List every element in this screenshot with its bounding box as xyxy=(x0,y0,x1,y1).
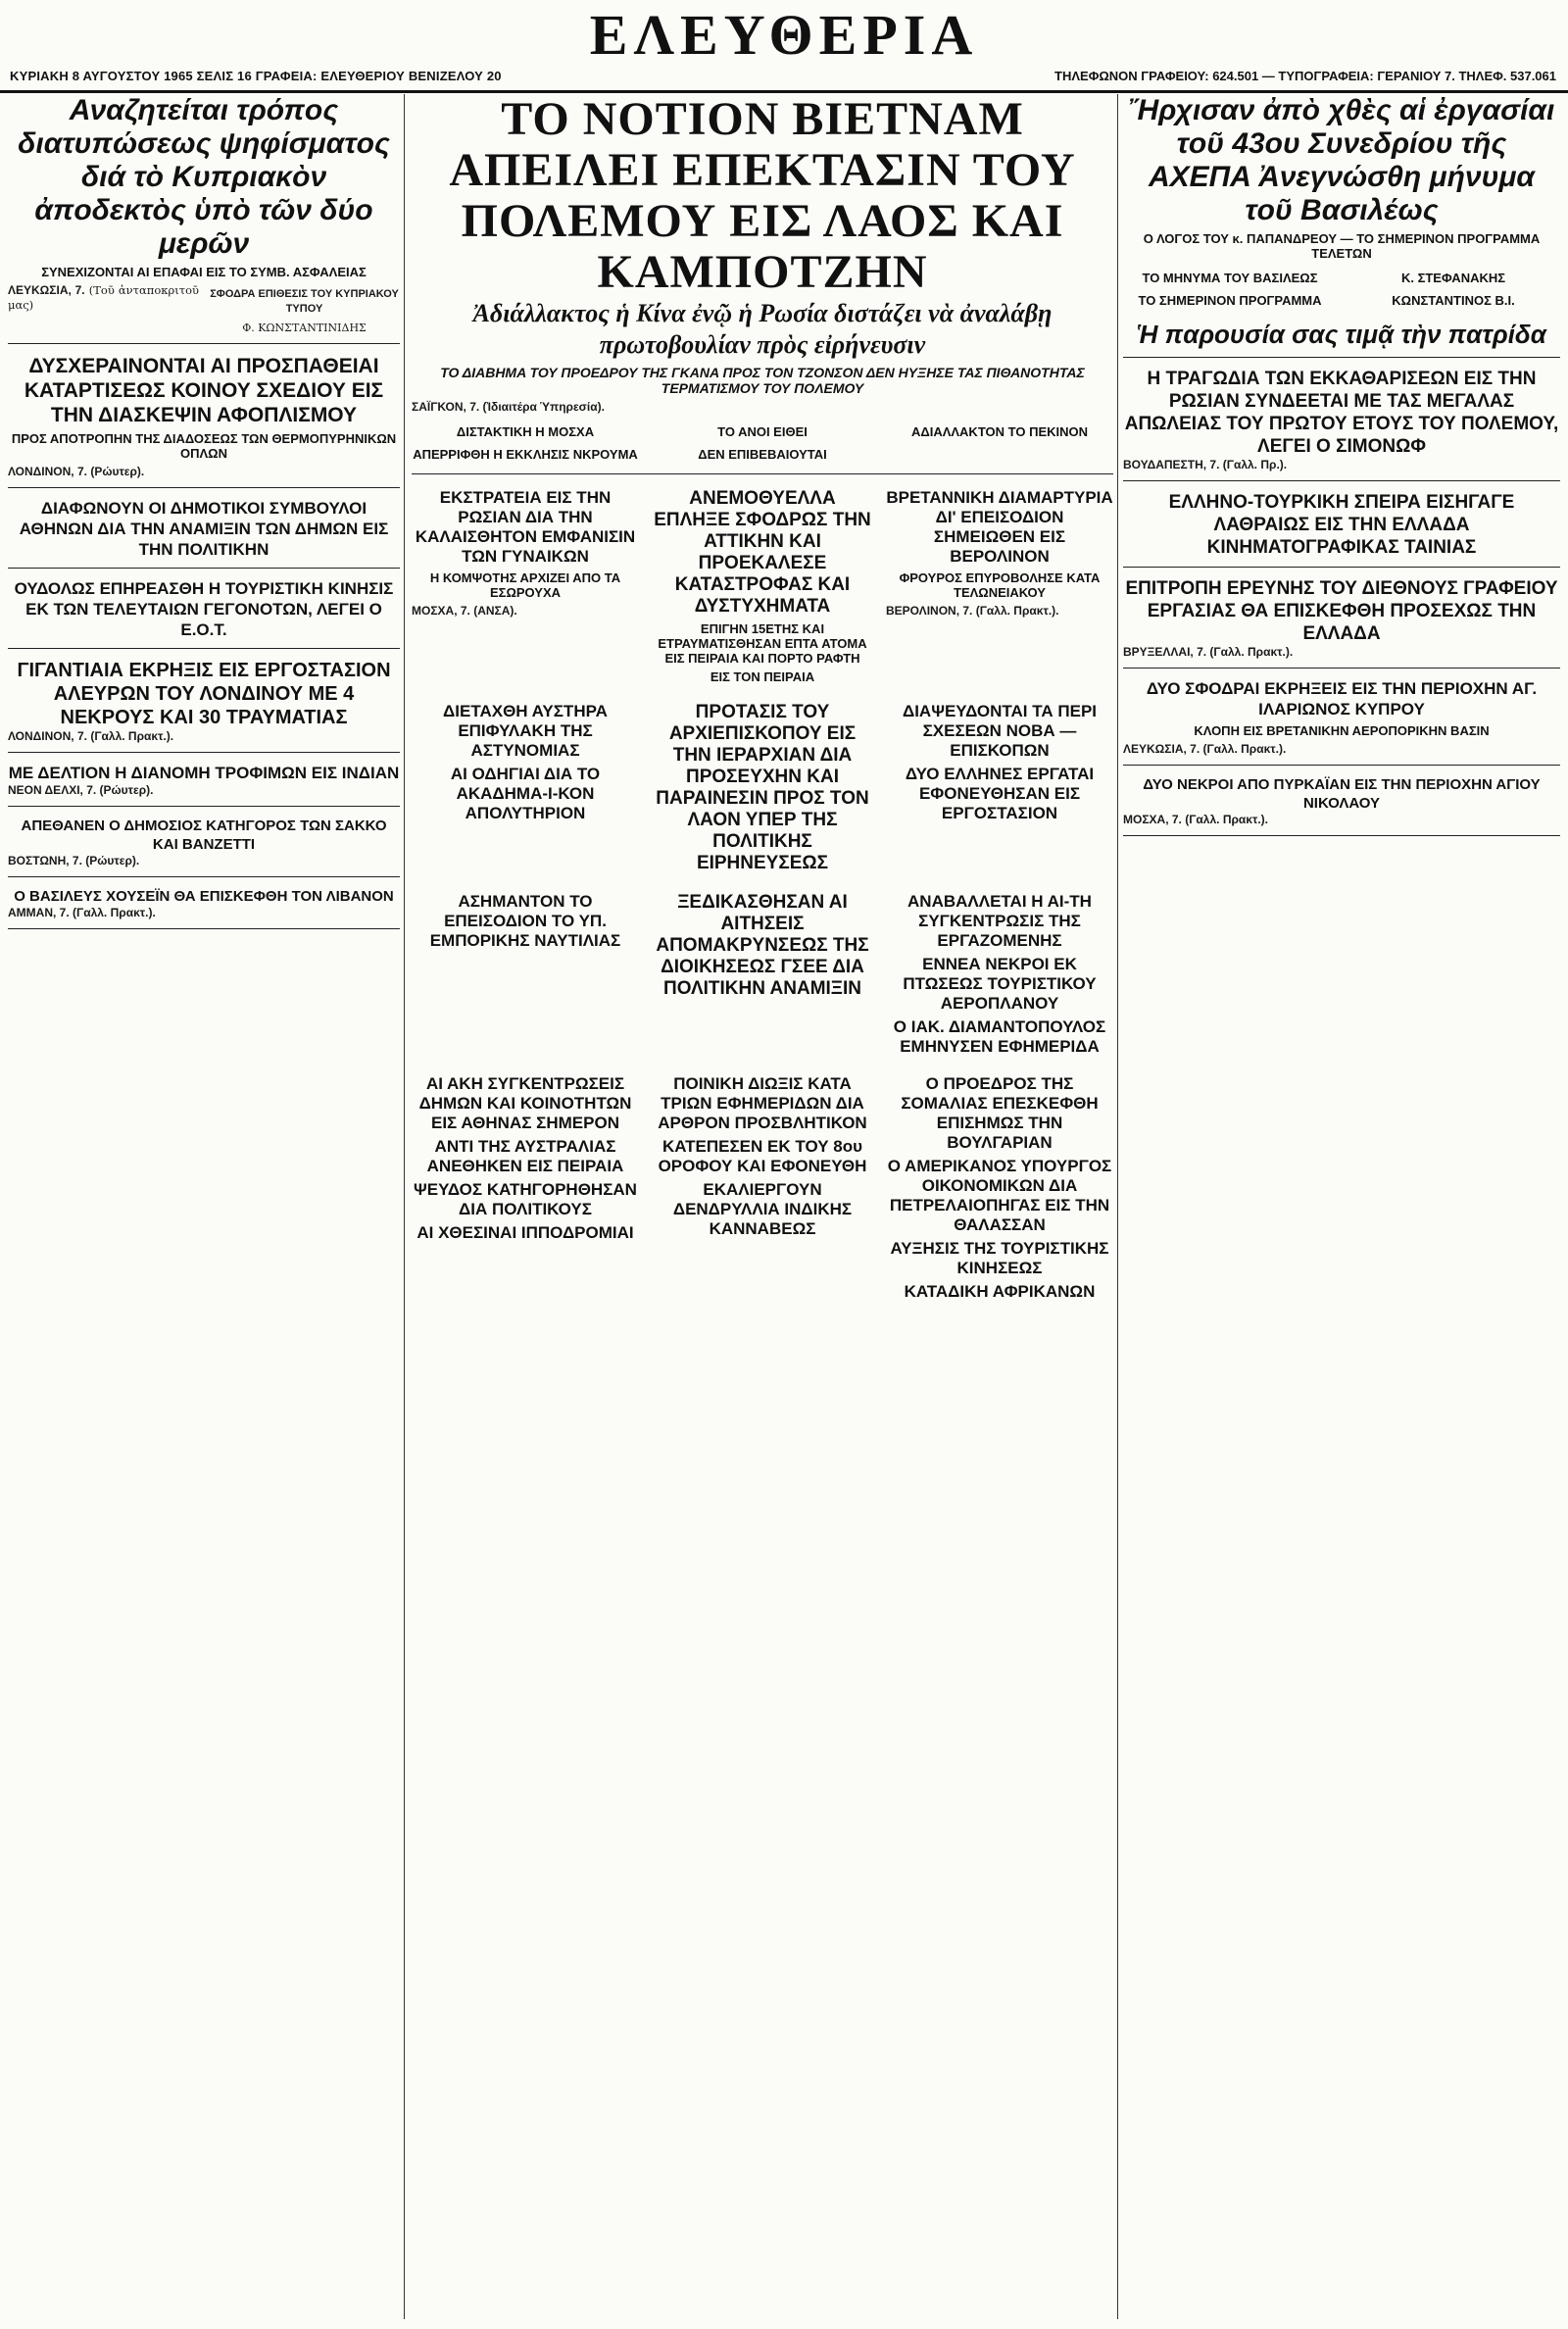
dateline-russia-women: ΜΟΣΧΑ, 7. (ΑΝΣΑ). xyxy=(412,604,517,618)
dateline-cyprus-blasts: ΛΕΥΚΩΣΙΑ, 7. (Γαλλ. Πρακτ.). xyxy=(1123,742,1287,756)
story-cinema xyxy=(1123,491,1560,568)
headline-berlin: ΒΡΕΤΑΝΝΙΚΗ ΔΙΑΜΑΡΤΥΡΙΑ ΔΙ' ΕΠΕΙΣΟΔΙΟΝ ΣΗΜΕΙΩΘΕΝ ΕΙΣ ΒΕΡΟΛΙΝΟΝ xyxy=(886,488,1113,566)
row-3 xyxy=(412,698,1113,878)
headline-cinema: ΕΛΛΗΝΟ-ΤΟΥΡΚΙΚΗ ΣΠΕΙΡΑ ΕΙΣΗΓΑΓΕ ΛΑΘΡΑΙΩΣ ΕΙΣ ΤΗΝ ΕΛΛΑΔΑ ΚΙΝΗΜΑΤΟΓΡΑΦΙΚΑΣ ΤΑΙΝΙΑΣ xyxy=(1168,492,1515,558)
headline-russia-women: ΕΚΣΤΡΑΤΕΙΑ ΕΙΣ ΤΗΝ ΡΩΣΙΑΝ ΔΙΑ ΤΗΝ ΚΑΛΑΙΣΘΗΤΟΝ ΕΜΦΑΝΙΣΙΝ ΤΩΝ ΓΥΝΑΙΚΩΝ xyxy=(415,488,636,566)
headline-workers: ΔΥΟ ΕΛΛΗΝΕΣ ΕΡΓΑΤΑΙ ΕΦΟΝΕΥΘΗΣΑΝ ΕΙΣ ΕΡΓΟΣΤΑΣΙΟΝ xyxy=(905,765,1095,822)
sub-item: ΔΙΣΤΑΚΤΙΚΗ Η ΜΟΣΧΑ xyxy=(456,424,595,439)
headline-cyprus-blasts: ΔΥΟ ΣΦΟΔΡΑΙ ΕΚΡΗΞΕΙΣ ΕΙΣ ΤΗΝ ΠΕΡΙΟΧΗΝ ΑΓ. ΙΛΑΡΙΩΝΟΣ ΚΥΠΡΟΥ xyxy=(1146,679,1538,719)
right-column xyxy=(1123,94,1560,2319)
headline-fake: ΨΕΥΔΟΣ ΚΑΤΗΓΟΡΗΘΗΣΑΝ ΔΙΑ ΠΟΛΙΤΙΚΟΥΣ xyxy=(414,1180,637,1218)
headline-purges: Η ΤΡΑΓΩΔΙΑ ΤΩΝ ΕΚΚΑΘΑΡΙΣΕΩΝ ΕΙΣ ΤΗΝ ΡΩΣΙΑΝ ΣΥΝΔΕΕΤΑΙ ΜΕ ΤΑΣ ΜΕΓΑΛΑΣ ΑΠΩΛΕΙΑΣ ΤΟΥ ΠΡΩΤΟΥ ΕΤΟΥΣ ΤΟΥ ΠΟΛΕΜΟΥ, ΛΕΓΕΙ Ο ΣΙΜΟΝΩΦ xyxy=(1124,369,1559,457)
headline-nova: ΔΙΑΨΕΥΔΟΝΤΑΙ ΤΑ ΠΕΡΙ ΣΧΕΣΕΩΝ ΝΟΒΑ — ΕΠΙΣΚΟΠΩΝ xyxy=(902,702,1097,760)
story-sacco xyxy=(8,817,400,877)
story-explosion xyxy=(8,659,400,753)
row-4 xyxy=(412,888,1113,1061)
story-vietnam xyxy=(412,94,1113,474)
headline-tourism: ΟΥΔΟΛΩΣ ΕΠΗΡΕΑΣΘΗ Η ΤΟΥΡΙΣΤΙΚΗ ΚΙΝΗΣΙΣ ΕΚ ΤΩΝ ΤΕΛΕΥΤΑΙΩΝ ΓΕΓΟΝΟΤΩΝ, ΛΕΓΕΙ Ο Ε.Ο.Τ. xyxy=(14,579,394,639)
kicker-storm: ΕΠΙΓΗΝ 15ΕΤΗΣ ΚΑΙ ΕΤΡΑΥΜΑΤΙΣΘΗΣΑΝ ΕΠΤΑ ΑΤΟΜΑ ΕΙΣ ΠΕΙΡΑΙΑ ΚΑΙ ΠΟΡΤΟ ΡΑΦΤΗ xyxy=(658,621,867,666)
left-column xyxy=(8,94,400,2319)
masthead-date-line: ΚΥΡΙΑΚΗ 8 ΑΥΓΟΥΣΤΟΥ 1965 ΣΕΛΙΣ 16 ΓΡΑΦΕΙΑ: ΕΛΕΥΘΕΡΙΟΥ ΒΕΝΙΖΕΛΟΥ 20 xyxy=(10,69,502,83)
headline-police: ΔΙΕΤΑΧΘΗ ΑΥΣΤΗΡΑ ΕΠΙΦΥΛΑΚΗ ΤΗΣ ΑΣΤΥΝΟΜΙΑΣ xyxy=(443,702,608,760)
headline-american: Ο ΑΜΕΡΙΚΑΝΟΣ ΥΠΟΥΡΓΟΣ ΟΙΚΟΝΟΜΙΚΩΝ ΔΙΑ ΠΕΤΡΕΛΑΙΟΠΗΓΑΣ ΕΙΣ ΤΗΝ ΘΑΛΑΣΣΑΝ xyxy=(887,1157,1112,1234)
sub-item: ΔΕΝ ΕΠΙΒΕΒΑΙΟΥΤΑΙ xyxy=(698,447,827,462)
dateline-lebanon: ΑΜΜΑΝ, 7. (Γαλλ. Πρακτ.). xyxy=(8,906,156,919)
dateline-wildfires: ΜΟΣΧΑ, 7. (Γαλλ. Πρακτ.). xyxy=(1123,813,1268,826)
story-storm xyxy=(649,484,876,688)
pull-quote: Ἡ παρουσία σας τιμᾷ τὴν πατρίδα xyxy=(1137,320,1546,349)
section-piraeus: ΕΙΣ ΤΟΝ ΠΕΙΡΑΙΑ xyxy=(710,669,815,684)
sub-item: ΤΟ ΜΗΝΥΜΑ ΤΟΥ ΒΑΣΙΛΕΩΣ xyxy=(1142,271,1318,285)
headline-municipal: ΑΙ ΑΚΗ ΣΥΓΚΕΝΤΡΩΣΕΙΣ ΔΗΜΩΝ ΚΑΙ ΚΟΙΝΟΤΗΤΩΝ ΕΙΣ ΑΘΗΝΑΣ ΣΗΜΕΡΟΝ xyxy=(418,1074,632,1132)
headline-press: ΠΟΙΝΙΚΗ ΔΙΩΞΙΣ ΚΑΤΑ ΤΡΙΩΝ ΕΦΗΜΕΡΙΔΩΝ ΔΙΑ ΑΡΘΡΟΝ ΠΡΟΣΒΛΗΤΙΚΟΝ xyxy=(658,1074,867,1132)
kicker-russia-women: Η ΚΟΜΨΟΤΗΣ ΑΡΧΙΖΕΙ ΑΠΟ ΤΑ ΕΣΩΡΟΥΧΑ xyxy=(429,570,621,600)
headline-disarmament: ΔΥΣΧΕΡΑΙΝΟΝΤΑΙ ΑΙ ΠΡΟΣΠΑΘΕΙΑΙ ΚΑΤΑΡΤΙΣΕΩΣ ΚΟΙΝΟΥ ΣΧΕΔΙΟΥ ΕΙΣ ΤΗΝ ΔΙΑΣΚΕΨΙΝ ΑΦΟΠΛΙΣΜΟΥ xyxy=(24,355,384,426)
headline-india: ΜΕ ΔΕΛΤΙΟΝ Η ΔΙΑΝΟΜΗ ΤΡΟΦΙΜΩΝ ΕΙΣ ΙΝΔΙΑΝ xyxy=(8,764,400,782)
kicker-disarmament: ΠΡΟΣ ΑΠΟΤΡΟΠΗΝ ΤΗΣ ΔΙΑΔΟΣΕΩΣ ΤΩΝ ΘΕΡΜΟΠΥΡΗΝΙΚΩΝ ΟΠΛΩΝ xyxy=(11,431,397,461)
byline-cyprus: (Τοῦ ἀνταποκριτοῦ μας) xyxy=(8,283,200,312)
column-divider xyxy=(1117,94,1118,2319)
headline-lebanon: Ο ΒΑΣΙΛΕΥΣ ΧΟΥΣΕΪΝ ΘΑ ΕΠΙΣΚΕΦΘΗ ΤΟΝ ΛΙΒΑΝΟΝ xyxy=(14,888,394,905)
headline-australian: ΑΝΤΙ ΤΗΣ ΑΥΣΤΡΑΛΙΑΣ ΑΝΕΘΗΚΕΝ ΕΙΣ ΠΕΙΡΑΙΑ xyxy=(426,1137,624,1175)
dateline-purges: ΒΟΥΔΑΠΕΣΤΗ, 7. (Γαλλ. Πρ.). xyxy=(1123,458,1288,471)
kicker-berlin: ΦΡΟΥΡΟΣ ΕΠΥΡΟΒΟΛΗΣΕ ΚΑΤΑ ΤΕΛΩΝΕΙΑΚΟΥ xyxy=(899,570,1101,600)
dateline-cyprus: ΛΕΥΚΩΣΙΑ, 7. xyxy=(8,283,85,297)
headline-storm: ΑΝΕΜΟΘΥΕΛΛΑ ΕΠΛΗΞΕ ΣΦΟΔΡΩΣ ΤΗΝ ΑΤΤΙΚΗΝ ΚΑΙ ΠΡΟΕΚΑΛΕΣΕ ΚΑΤΑΣΤΡΟΦΑΣ ΚΑΙ ΔΥΣΤΥΧΗΜΑΤΑ xyxy=(654,488,871,617)
story-ahepa xyxy=(1123,94,1560,358)
kicker-vietnam: ΤΟ ΔΙΑΒΗΜΑ ΤΟΥ ΠΡΟΕΔΡΟΥ ΤΗΣ ΓΚΑΝΑ ΠΡΟΣ ΤΟΝ ΤΖΟΝΣΟΝ ΔΕΝ ΗΥΞΗΣΕ ΤΑΣ ΠΙΘΑΝΟΤΗΤΑΣ ΤΕΡΜΑΤΙΣΜΟΥ ΤΟΥ ΠΟΛΕΜΟΥ xyxy=(440,365,1085,396)
sub-item: ΑΔΙΑΛΛΑΚΤΟΝ ΤΟ ΠΕΚΙΝΟΝ xyxy=(910,424,1089,439)
dateline-explosion: ΛΟΝΔΙΝΟΝ, 7. (Γαλλ. Πρακτ.). xyxy=(8,729,174,743)
headline-postponed: ΑΝΑΒΑΛΛΕΤΑΙ Η ΑΙ-ΤΗ ΣΥΓΚΕΝΤΡΩΣΙΣ ΤΗΣ ΕΡΓΑΖΟΜΕΝΗΣ xyxy=(907,892,1092,950)
headline-hemp: ΕΚΑΛΙΕΡΓΟΥΝ ΔΕΝΔΡΥΛΛΙΑ ΙΝΔΙΚΗΣ ΚΑΝΝΑΒΕΩΣ xyxy=(672,1180,853,1238)
sub-item: Κ. ΣΤΕΦΑΝΑΚΗΣ xyxy=(1400,271,1506,285)
row-5 xyxy=(412,1070,1113,1306)
sub-item: ΤΟ ΣΗΜΕΡΙΝΟΝ ΠΡΟΓΡΑΜΜΑ xyxy=(1138,293,1322,308)
sub-item: ΤΟ ΑΝΟΙ ΕΙΘΕΙ xyxy=(717,424,808,439)
headline-sacco: ΑΠΕΘΑΝΕΝ Ο ΔΗΜΟΣΙΟΣ ΚΑΤΗΓΟΡΟΣ ΤΩΝ ΣΑΚΚΟ ΚΑΙ ΒΑΝΖΕΤΤΙ xyxy=(21,818,387,853)
dateline-sacco: ΒΟΣΤΩΝΗ, 7. (Ρώυτερ). xyxy=(8,854,140,867)
dateline-vietnam: ΣΑΪΓΚΟΝ, 7. (Ἰδιαιτέρα Ὑπηρεσία). xyxy=(412,400,605,414)
headline-gsee: ΞΕΔΙΚΑΣΘΗΣΑΝ ΑΙ ΑΙΤΗΣΕΙΣ ΑΠΟΜΑΚΡΥΝΣΕΩΣ ΤΗΣ ΔΙΟΙΚΗΣΕΩΣ ΓΣΕΕ ΔΙΑ ΠΟΛΙΤΙΚΗΝ ΑΝΑΜΙΞΙΝ xyxy=(656,892,869,999)
dateline-india: ΝΕΟΝ ΔΕΛΧΙ, 7. (Ρώυτερ). xyxy=(8,783,154,797)
headline-fell: ΚΑΤΕΠΕΣΕΝ ΕΚ ΤΟΥ 8ου ΟΡΟΦΟΥ ΚΑΙ ΕΦΟΝΕΥΘΗ xyxy=(658,1137,867,1175)
dateline-labour: ΒΡΥΞΕΛΛΑΙ, 7. (Γαλλ. Πρακτ.). xyxy=(1123,645,1294,659)
kicker-cyprus-blasts: ΚΛΟΠΗ ΕΙΣ ΒΡΕΤΑΝΙΚΗΝ ΑΕΡΟΠΟΡΙΚΗΝ ΒΑΣΙΝ xyxy=(1194,723,1490,738)
masthead-phone-line: ΤΗΛΕΦΩΝΟΝ ΓΡΑΦΕΙΟΥ: 624.501 — ΤΥΠΟΓΡΑΦΕΙΑ: ΓΕΡΑΝΙΟΥ 7. ΤΗΛΕΦ. 537.061 xyxy=(1054,69,1556,83)
kicker-cyprus: ΣΥΝΕΧΙΖΟΝΤΑΙ ΑΙ ΕΠΑΦΑΙ ΕΙΣ ΤΟ ΣΥΜΒ. ΑΣΦΑΛΕΙΑΣ xyxy=(41,265,367,279)
headline-wildfires: ΔΥΟ ΝΕΚΡΟΙ ΑΠΟ ΠΥΡΚΑΪΑΝ ΕΙΣ ΤΗΝ ΠΕΡΙΟΧΗΝ ΑΓΙΟΥ ΝΙΚΟΛΑΟΥ xyxy=(1143,776,1541,812)
dateline-berlin: ΒΕΡΟΛΙΝΟΝ, 7. (Γαλλ. Πρακτ.). xyxy=(886,604,1059,618)
center-column xyxy=(412,94,1113,2319)
headline-academic: ΑΙ ΟΔΗΓΙΑΙ ΔΙΑ ΤΟ ΑΚΑΔΗΜΑ-Ι-ΚΟΝ ΑΠΟΛΥΤΗΡΙΟΝ xyxy=(450,765,601,822)
headline-labour: ΕΠΙΤΡΟΠΗ ΕΡΕΥΝΗΣ ΤΟΥ ΔΙΕΘΝΟΥΣ ΓΡΑΦΕΙΟΥ ΕΡΓΑΣΙΑΣ ΘΑ ΕΠΙΣΚΕΦΘΗ ΠΡΟΣΕΧΩΣ ΤΗΝ ΕΛΛΑΔΑ xyxy=(1125,578,1558,644)
subhead-vietnam: Ἀδιάλλακτος ἡ Κίνα ἐνῷ ἡ Ρωσία διστάζει νὰ ἀναλάβῃ πρωτοβουλίαν πρὸς εἰρήνευσιν xyxy=(472,299,1053,359)
story-berlin xyxy=(886,484,1113,688)
headline-shipping: ΑΣΗΜΑΝΤΟΝ ΤΟ ΕΠΕΙΣΟΔΙΟΝ ΤΟ ΥΠ. ΕΜΠΟΡΙΚΗΣ ΝΑΥΤΙΛΙΑΣ xyxy=(429,892,621,950)
story-tourism xyxy=(8,578,400,649)
masthead xyxy=(0,0,1568,93)
byline-constantinidis: Φ. ΚΩΝΣΤΑΝΤΙΝΙΔΗΣ xyxy=(242,322,367,334)
headline-archbishop: ΠΡΟΤΑΣΙΣ ΤΟΥ ΑΡΧΙΕΠΙΣΚΟΠΟΥ ΕΙΣ ΤΗΝ ΙΕΡΑΡΧΙΑΝ ΔΙΑ ΠΡΟΣΕΥΧΗΝ ΚΑΙ ΠΑΡΑΙΝΕΣΙΝ ΠΡΟΣ ΤΟΝ ΛΑΟΝ ΥΠΕΡ ΤΗΣ ΠΟΛΙΤΙΚΗΣ ΕΙΡΗΝΕΥΣΕΩΣ xyxy=(656,702,869,873)
sidebar-cyprus-press: ΣΦΟΔΡΑ ΕΠΙΘΕΣΙΣ ΤΟΥ ΚΥΠΡΙΑΚΟΥ ΤΥΠΟΥ xyxy=(210,288,399,315)
kicker-ahepa: Ο ΛΟΓΟΣ ΤΟΥ κ. ΠΑΠΑΝΔΡΕΟΥ — ΤΟ ΣΗΜΕΡΙΝΟΝ ΠΡΟΓΡΑΜΜΑ ΤΕΛΕΤΩΝ xyxy=(1143,231,1541,261)
row-2 xyxy=(412,484,1113,688)
headline-ahepa: Ἤρχισαν ἀπὸ χθὲς αἱ ἐργασίαι τοῦ 43ου Συνεδρίου τῆς ΑΧΕΠΑ Ἀνεγνώσθη μήνυμα τοῦ Βασιλέως xyxy=(1128,94,1555,226)
sub-item: ΑΠΕΡΡΙΦΘΗ Η ΕΚΚΛΗΣΙΣ ΝΚΡΟΥΜΑ xyxy=(413,447,638,462)
headline-councillors: ΔΙΑΦΩΝΟΥΝ ΟΙ ΔΗΜΟΤΙΚΟΙ ΣΥΜΒΟΥΛΟΙ ΑΘΗΝΩΝ ΔΙΑ ΤΗΝ ΑΝΑΜΙΞΙΝ ΤΩΝ ΔΗΜΩΝ ΕΙΣ ΤΗΝ ΠΟΛΙΤΙΚΗΝ xyxy=(19,499,389,559)
story-purges xyxy=(1123,368,1560,481)
story-india xyxy=(8,763,400,807)
column-divider xyxy=(404,94,405,2319)
dateline-disarmament: ΛΟΝΔΙΝΟΝ, 7. (Ρώυτερ). xyxy=(8,465,145,478)
story-labour xyxy=(1123,577,1560,669)
headline-hippodrome: ΑΙ ΧΘΕΣΙΝΑΙ ΙΠΠΟΔΡΟΜΙΑΙ xyxy=(416,1223,634,1242)
headline-cyprus: Αναζητείται τρόπος διατυπώσεως ψηφίσματος διά τὸ Κυπριακὸν ἀποδεκτὸς ὑπὸ τῶν δύο μερῶν xyxy=(18,94,390,260)
headline-somalia: Ο ΠΡΟΕΔΡΟΣ ΤΗΣ ΣΟΜΑΛΙΑΣ ΕΠΕΣΚΕΦΘΗ ΕΠΙΣΗΜΩΣ ΤΗΝ ΒΟΥΛΓΑΡΙΑΝ xyxy=(901,1074,1099,1152)
masthead-title: ΕΛΕΥΘΕΡΙΑ xyxy=(589,3,979,67)
story-disarmament xyxy=(8,354,400,488)
signature: ΚΩΝΣΤΑΝΤΙΝΟΣ Β.Ι. xyxy=(1392,293,1515,308)
story-cyprus xyxy=(8,94,400,344)
story-councillors xyxy=(8,498,400,569)
headline-vietnam: ΤΟ ΝΟΤΙΟΝ ΒΙΕΤΝΑΜ ΑΠΕΙΛΕΙ ΕΠΕΚΤΑΣΙΝ ΤΟΥ ΠΟΛΕΜΟΥ ΕΙΣ ΛΑΟΣ ΚΑΙ ΚΑΜΠΟΤΖΗΝ xyxy=(449,94,1076,298)
headline-explosion: ΓΙΓΑΝΤΙΑΙΑ ΕΚΡΗΞΙΣ ΕΙΣ ΕΡΓΟΣΤΑΣΙΟΝ ΑΛΕΥΡΩΝ ΤΟΥ ΛΟΝΔΙΝΟΥ ΜΕ 4 ΝΕΚΡΟΥΣ ΚΑΙ 30 ΤΡΑΥΜΑΤΙΑΣ xyxy=(17,660,391,728)
headline-nine-dead: ΕΝΝΕΑ ΝΕΚΡΟΙ ΕΚ ΠΤΩΣΕΩΣ ΤΟΥΡΙΣΤΙΚΟΥ ΑΕΡΟΠΛΑΝΟΥ xyxy=(903,955,1097,1013)
headline-tours: ΑΥΞΗΣΙΣ ΤΗΣ ΤΟΥΡΙΣΤΙΚΗΣ ΚΙΝΗΣΕΩΣ xyxy=(890,1239,1109,1277)
headline-africans: ΚΑΤΑΔΙΚΗ ΑΦΡΙΚΑΝΩΝ xyxy=(904,1282,1096,1301)
story-wildfires xyxy=(1123,775,1560,836)
story-cyprus-blasts xyxy=(1123,678,1560,766)
story-lebanon xyxy=(8,887,400,929)
headline-diamantopoulos: Ο ΙΑΚ. ΔΙΑΜΑΝΤΟΠΟΥΛΟΣ ΕΜΗΝΥΣΕΝ ΕΦΗΜΕΡΙΔΑ xyxy=(893,1017,1106,1056)
story-russia-women xyxy=(412,484,639,688)
